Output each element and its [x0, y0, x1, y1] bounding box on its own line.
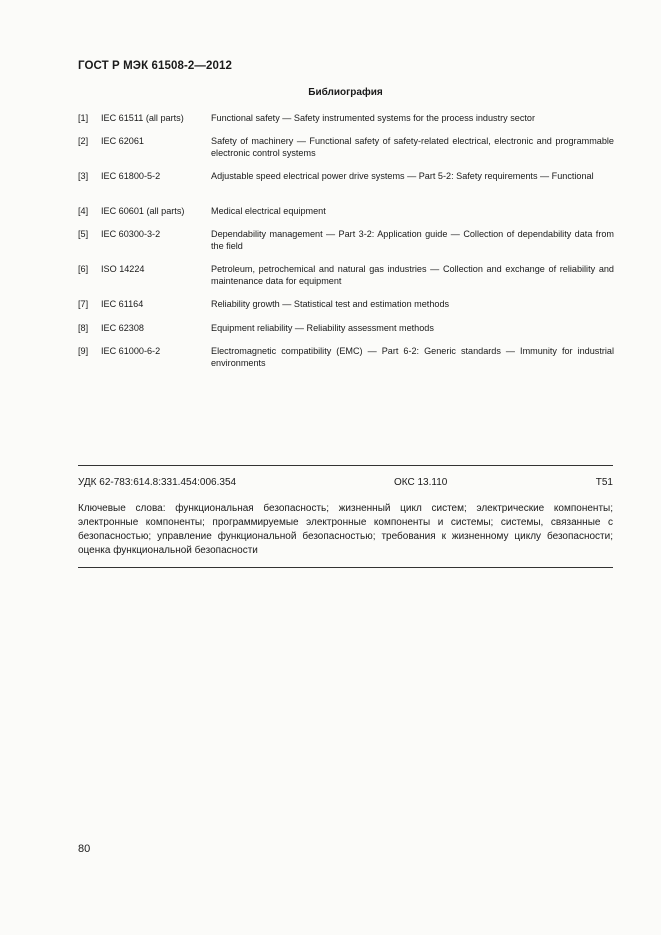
entry-number: [3] — [78, 171, 89, 181]
entry-standard: IEC 61000-6-2 — [101, 346, 161, 356]
entry-standard: IEC 61511 (all parts) — [101, 113, 184, 123]
oks-code: ОКС 13.110 — [394, 477, 448, 488]
top-divider — [78, 465, 613, 466]
udc-code: УДК 62-783:614.8:331.454:006.354 — [78, 477, 237, 488]
entry-standard: IEC 61164 — [101, 299, 144, 309]
entry-standard: IEC 62061 — [101, 136, 144, 146]
classification-code: T51 — [595, 477, 613, 488]
entry-title: Adjustable speed electrical power drive systems — Part 5-2: Safety requirements — Functional — [211, 171, 594, 181]
entry-number: [6] — [78, 264, 89, 274]
entry-number: [9] — [78, 346, 89, 356]
entry-title: Electromagnetic compatibility (EMC) — Part 6-2: Generic standards — Immunity for industrial environments — [211, 346, 614, 368]
entry-title: Petroleum, petrochemical and natural gas industries — Collection and exchange of reliability and maintenance data for equipment — [211, 264, 614, 286]
entry-standard: IEC 62308 — [101, 323, 144, 333]
bottom-divider — [78, 567, 613, 568]
entry-title: Equipment reliability — Reliability assessment methods — [211, 323, 434, 333]
bibliography-title: Библиография — [308, 87, 383, 98]
entry-title: Safety of machinery — Functional safety of safety-related electrical, electronic and programmable electronic control systems — [211, 136, 614, 158]
page-number: 80 — [78, 843, 91, 855]
entry-title: Medical electrical equipment — [211, 206, 326, 216]
entry-standard: IEC 60601 (all parts) — [101, 206, 185, 216]
entry-standard: IEC 61800-5-2 — [101, 171, 161, 181]
entry-number: [8] — [78, 323, 89, 333]
entry-title: Functional safety — Safety instrumented systems for the process industry sector — [211, 113, 535, 123]
standard-code-header: ГОСТ Р МЭК 61508-2—2012 — [78, 60, 232, 72]
entry-number: [2] — [78, 136, 89, 146]
entry-number: [5] — [78, 229, 89, 239]
entry-title: Dependability management — Part 3-2: Application guide — Collection of dependability data from the field — [211, 229, 614, 251]
entry-standard: IEC 60300-3-2 — [101, 229, 161, 239]
entry-number: [1] — [78, 113, 89, 123]
keywords-paragraph: Ключевые слова: функциональная безопасность; жизненный цикл систем; электрические компоненты; электронные компоненты; программируемые электронные компоненты и системы; системы, связанные с безопасностью; управление функциональной безопасностью; требования к жизненному циклу безопасности; оценка функциональной безопасности — [78, 503, 613, 556]
entry-number: [4] — [78, 206, 89, 216]
entry-title: Reliability growth — Statistical test and estimation methods — [211, 299, 450, 309]
entry-standard: ISO 14224 — [101, 264, 145, 274]
entry-number: [7] — [78, 299, 89, 309]
